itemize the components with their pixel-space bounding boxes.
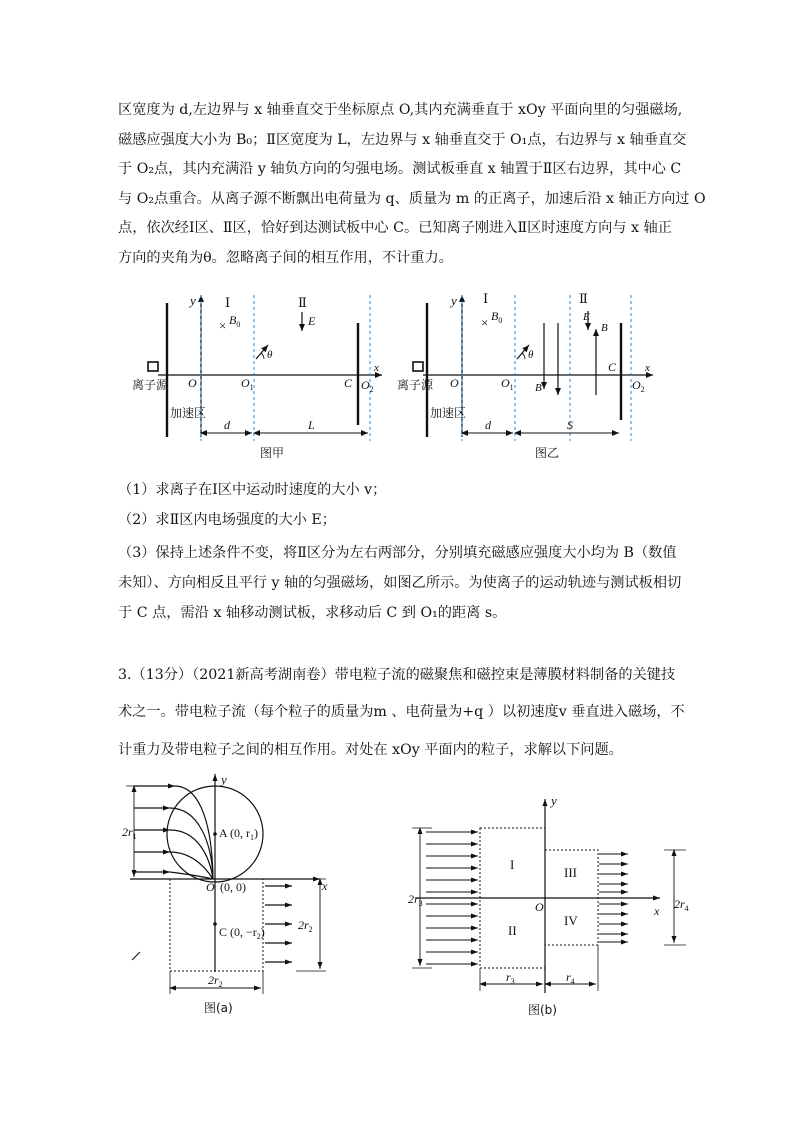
trajectory (170, 808, 213, 879)
dimension-2r2-right-label: $2r_2$ (298, 918, 313, 934)
b0-label: $B_0$ (491, 309, 503, 325)
intro-line-5: 点，依次经Ⅰ区、Ⅱ区，恰好到达测试板中心 C。已知离子刚进入Ⅱ区时速度方向与 x 轴正 (118, 220, 672, 236)
problem-3-line-2: 术之一。带电粒子流（每个粒子的质量为m 、电荷量为+q ）以初速度v 垂直进入磁场，不 (118, 704, 685, 720)
problem-3-line-3: 计重力及带电粒子之间的相互作用。对处在 xOy 平面内的粒子，求解以下问题。 (118, 742, 623, 758)
ion-source-box (148, 362, 158, 371)
intro-paragraph (118, 96, 706, 273)
trajectory (170, 830, 213, 879)
accel-zone-label: 加速区 (170, 406, 207, 420)
x-axis-label: x (654, 904, 660, 918)
theta-label: θ (267, 349, 273, 361)
b0-cross-mark: × (481, 315, 489, 330)
origin-label: O (535, 900, 544, 914)
dimension-r4-label: $r_4$ (566, 970, 575, 986)
dimension-r3-label: $r_3$ (506, 970, 515, 986)
point-a-dot (213, 832, 217, 836)
question-3-line-1: （3）保持上述条件不变，将Ⅱ区分为左右两部分，分别填充磁感应强度大小均为 B（数值 (118, 545, 677, 561)
b-field-label-down-1: B (535, 382, 542, 394)
b0-cross-mark: × (219, 318, 227, 333)
dimension-d-label: d (485, 418, 491, 432)
y-axis-label: y (551, 795, 557, 808)
trajectory (170, 872, 213, 879)
intro-line-6: 方向的夹角为θ。忽略离子间的相互作用，不计重力。 (118, 249, 453, 266)
figure-yi (395, 285, 665, 470)
intro-line-2: 磁感应强度大小为 B₀；Ⅱ区宽度为 L，左边界与 x 轴垂直交于 O₁点，右边界与 x 轴垂直交 (118, 131, 687, 148)
x-axis-label: x (374, 362, 379, 374)
figure-jia (130, 285, 410, 470)
question-3-line-2: 未知）、方向相反且平行 y 轴的匀强磁场，如图乙所示。为使离子的运动轨迹与测试板相切 (118, 575, 682, 591)
region-iii-label: III (564, 865, 577, 880)
b-field-label-up: B (601, 322, 608, 334)
dimension-2r1-label: $2r_1$ (122, 825, 137, 841)
region-1-label: Ⅰ (483, 291, 489, 306)
dimension-s-label: S (567, 418, 573, 432)
y-axis-label: y (451, 293, 457, 308)
intro-line-3: 于 O₂点，其内充满沿 y 轴负方向的匀强电场。测试板垂直 x 轴置于Ⅱ区右边界，其中心 C (118, 161, 682, 177)
problem-3-line-1: 3.（13分）（2021新高考湖南卷）带电粒子流的磁聚焦和磁控束是薄膜材料制备的关键技 (118, 667, 676, 683)
point-c-label: C (0, $-r_2$) (219, 925, 265, 941)
question-2: （2）求Ⅱ区内电场强度的大小 E； (118, 512, 336, 528)
intro-line-1: 区宽度为 d,左边界与 x 轴垂直交于坐标原点 O,其内充满垂直于 xOy 平面向里的匀强磁场, (118, 102, 683, 118)
dimension-2r2-bottom-label: $2r_2$ (208, 973, 223, 989)
region-i-label: I (510, 857, 515, 872)
region-iv-label: IV (564, 913, 578, 928)
dimension-l-label: L (308, 418, 315, 432)
region-1-label: Ⅰ (225, 295, 231, 310)
ion-source-label: 离子源 (132, 378, 169, 392)
point-o2-label: $O_2$ (361, 378, 374, 394)
question-3-line-3: 于 C 点，需沿 x 轴移动测试板，求移动后 C 到 O₁的距离 s。 (118, 605, 507, 621)
b0-label: $B_0$ (229, 313, 241, 329)
point-o2-label: $O_2$ (632, 378, 645, 394)
point-o-label: O (450, 376, 459, 390)
dimension-d-label: d (224, 418, 230, 432)
point-o-label: O (188, 376, 197, 390)
dimension-2r4-label: $2r_4$ (674, 897, 689, 913)
stray-mark (132, 952, 140, 960)
figure-a-caption: 图(a) (204, 1001, 233, 1015)
intro-line-4: 与 O₂点重合。从离子源不断飘出电荷量为 q、质量为 m 的正离子，加速后沿 x 轴正方向过 O (118, 190, 706, 207)
question-1: （1）求离子在Ⅰ区中运动时速度的大小 v； (118, 482, 387, 498)
point-a-label: A (0, $r_1$) (219, 826, 258, 842)
e-field-label: E (308, 314, 316, 328)
x-axis-label: x (645, 362, 650, 374)
ion-source-box (413, 362, 423, 371)
point-c-label: C (608, 360, 617, 374)
figure-a (120, 772, 350, 1022)
ion-source-label: 离子源 (397, 378, 434, 392)
region-2-label: Ⅱ (298, 295, 307, 310)
figure-jia-caption: 图甲 (260, 446, 285, 460)
e-field-label: E (583, 311, 590, 323)
theta-label: θ (528, 349, 534, 361)
point-o-coord: (0, 0) (220, 880, 246, 894)
point-o1-label: $O_1$ (241, 376, 254, 392)
point-o1-label: $O_1$ (501, 376, 514, 392)
figure-b (408, 795, 698, 1025)
accel-zone-label: 加速区 (430, 406, 467, 420)
point-o-label: O (206, 880, 215, 894)
figure-b-caption: 图(b) (528, 1003, 557, 1017)
point-c-dot (213, 922, 217, 926)
region-2-label: Ⅱ (579, 291, 588, 306)
region-ii-label: II (508, 923, 517, 938)
y-axis-label: y (190, 293, 196, 308)
x-axis-label: x (322, 879, 328, 893)
dimension-2r3-label: $2r_3$ (408, 892, 423, 908)
theta-arc (261, 353, 264, 359)
y-axis-label: y (221, 772, 227, 787)
point-c-label: C (344, 376, 353, 390)
theta-arc (522, 353, 525, 359)
figure-yi-caption: 图乙 (535, 446, 560, 460)
